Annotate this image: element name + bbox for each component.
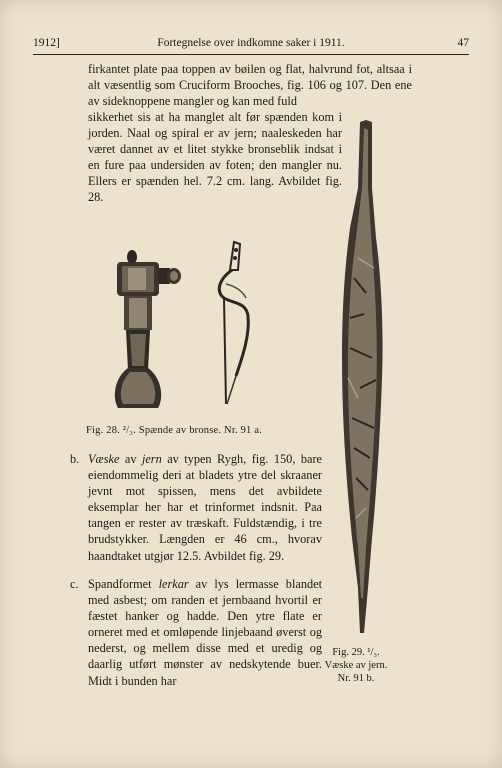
item-b-term: Væske bbox=[88, 452, 120, 466]
item-b-material: jern bbox=[141, 452, 162, 466]
fig29-caption-line2: Væske av jern. bbox=[324, 660, 388, 671]
item-b-connector: av bbox=[119, 452, 142, 466]
item-b-label: b. bbox=[70, 452, 80, 466]
fig28-caption: Fig. 28. ²/₃. Spænde av bronse. Nr. 91 a. bbox=[86, 425, 262, 436]
paragraph-top bbox=[88, 61, 412, 109]
item-c-text bbox=[88, 576, 322, 689]
item-c-body: av lys lermasse blandet med asbest; om randen et jernbaand hvortil er fæstet hanker og hadde. Den ytre flate er orneret med et omløpende linjebaand øverst og nederst, og mellem disse med et uredig og daarlig utført mønster av nedskytende buer. Midt i bunden har bbox=[88, 577, 322, 688]
item-c-term: lerkar bbox=[158, 577, 189, 591]
fig29-caption-line1: Fig. 29. ¹/₃. bbox=[332, 647, 380, 658]
item-c-label: c. bbox=[70, 577, 79, 591]
fig29-caption-line3: Nr. 91 b. bbox=[337, 673, 375, 684]
paragraph-side-text: sikkerhet sis at ha manglet alt før spænden kom i jorden. Naal og spiral er av jern; naaleskeden har været dannet av et litet stykke bronseblik indsat i en fure paa undersiden av foten; den mangler nu. Ellers er spænden hel. 7.2 cm. lang. Avbildet fig. 28. bbox=[88, 110, 342, 205]
header-rule bbox=[33, 54, 469, 55]
running-header bbox=[33, 37, 469, 53]
item-b-text bbox=[88, 451, 322, 564]
header-year: 1912] bbox=[33, 37, 60, 49]
paragraph-side bbox=[88, 109, 342, 206]
fig29-caption bbox=[322, 646, 390, 685]
fig28-brooch-front bbox=[108, 238, 188, 410]
item-b-body: av typen Rygh, fig. 150, bare eiendommelig deri at bladets ytre del skraaner jevnt mot spissen, mens det avbildete eksemplar her har et trinformet indsnit. Paa tangen er rester av træskaft. Fuldstændig, i tre brudstykker. Længden er 46 cm., hvorav haandtaket utgjør 12.5. Avbildet fig. 29. bbox=[88, 452, 323, 563]
fig28-brooch-side bbox=[212, 240, 258, 410]
paragraph-top-text: firkantet plate paa toppen av bøilen og flat, halvrund fot, altsaa i alt væsentlig som Cruciform Brooches, fig. 106 og 107. Den ene av sideknoppene mangler og kan med fuld bbox=[88, 62, 412, 109]
fig29-spearhead bbox=[336, 118, 388, 638]
header-title: Fortegnelse over indkomne saker i 1911. bbox=[157, 37, 345, 49]
page-number: 47 bbox=[457, 37, 469, 49]
item-c-lead: Spandformet bbox=[88, 577, 159, 591]
